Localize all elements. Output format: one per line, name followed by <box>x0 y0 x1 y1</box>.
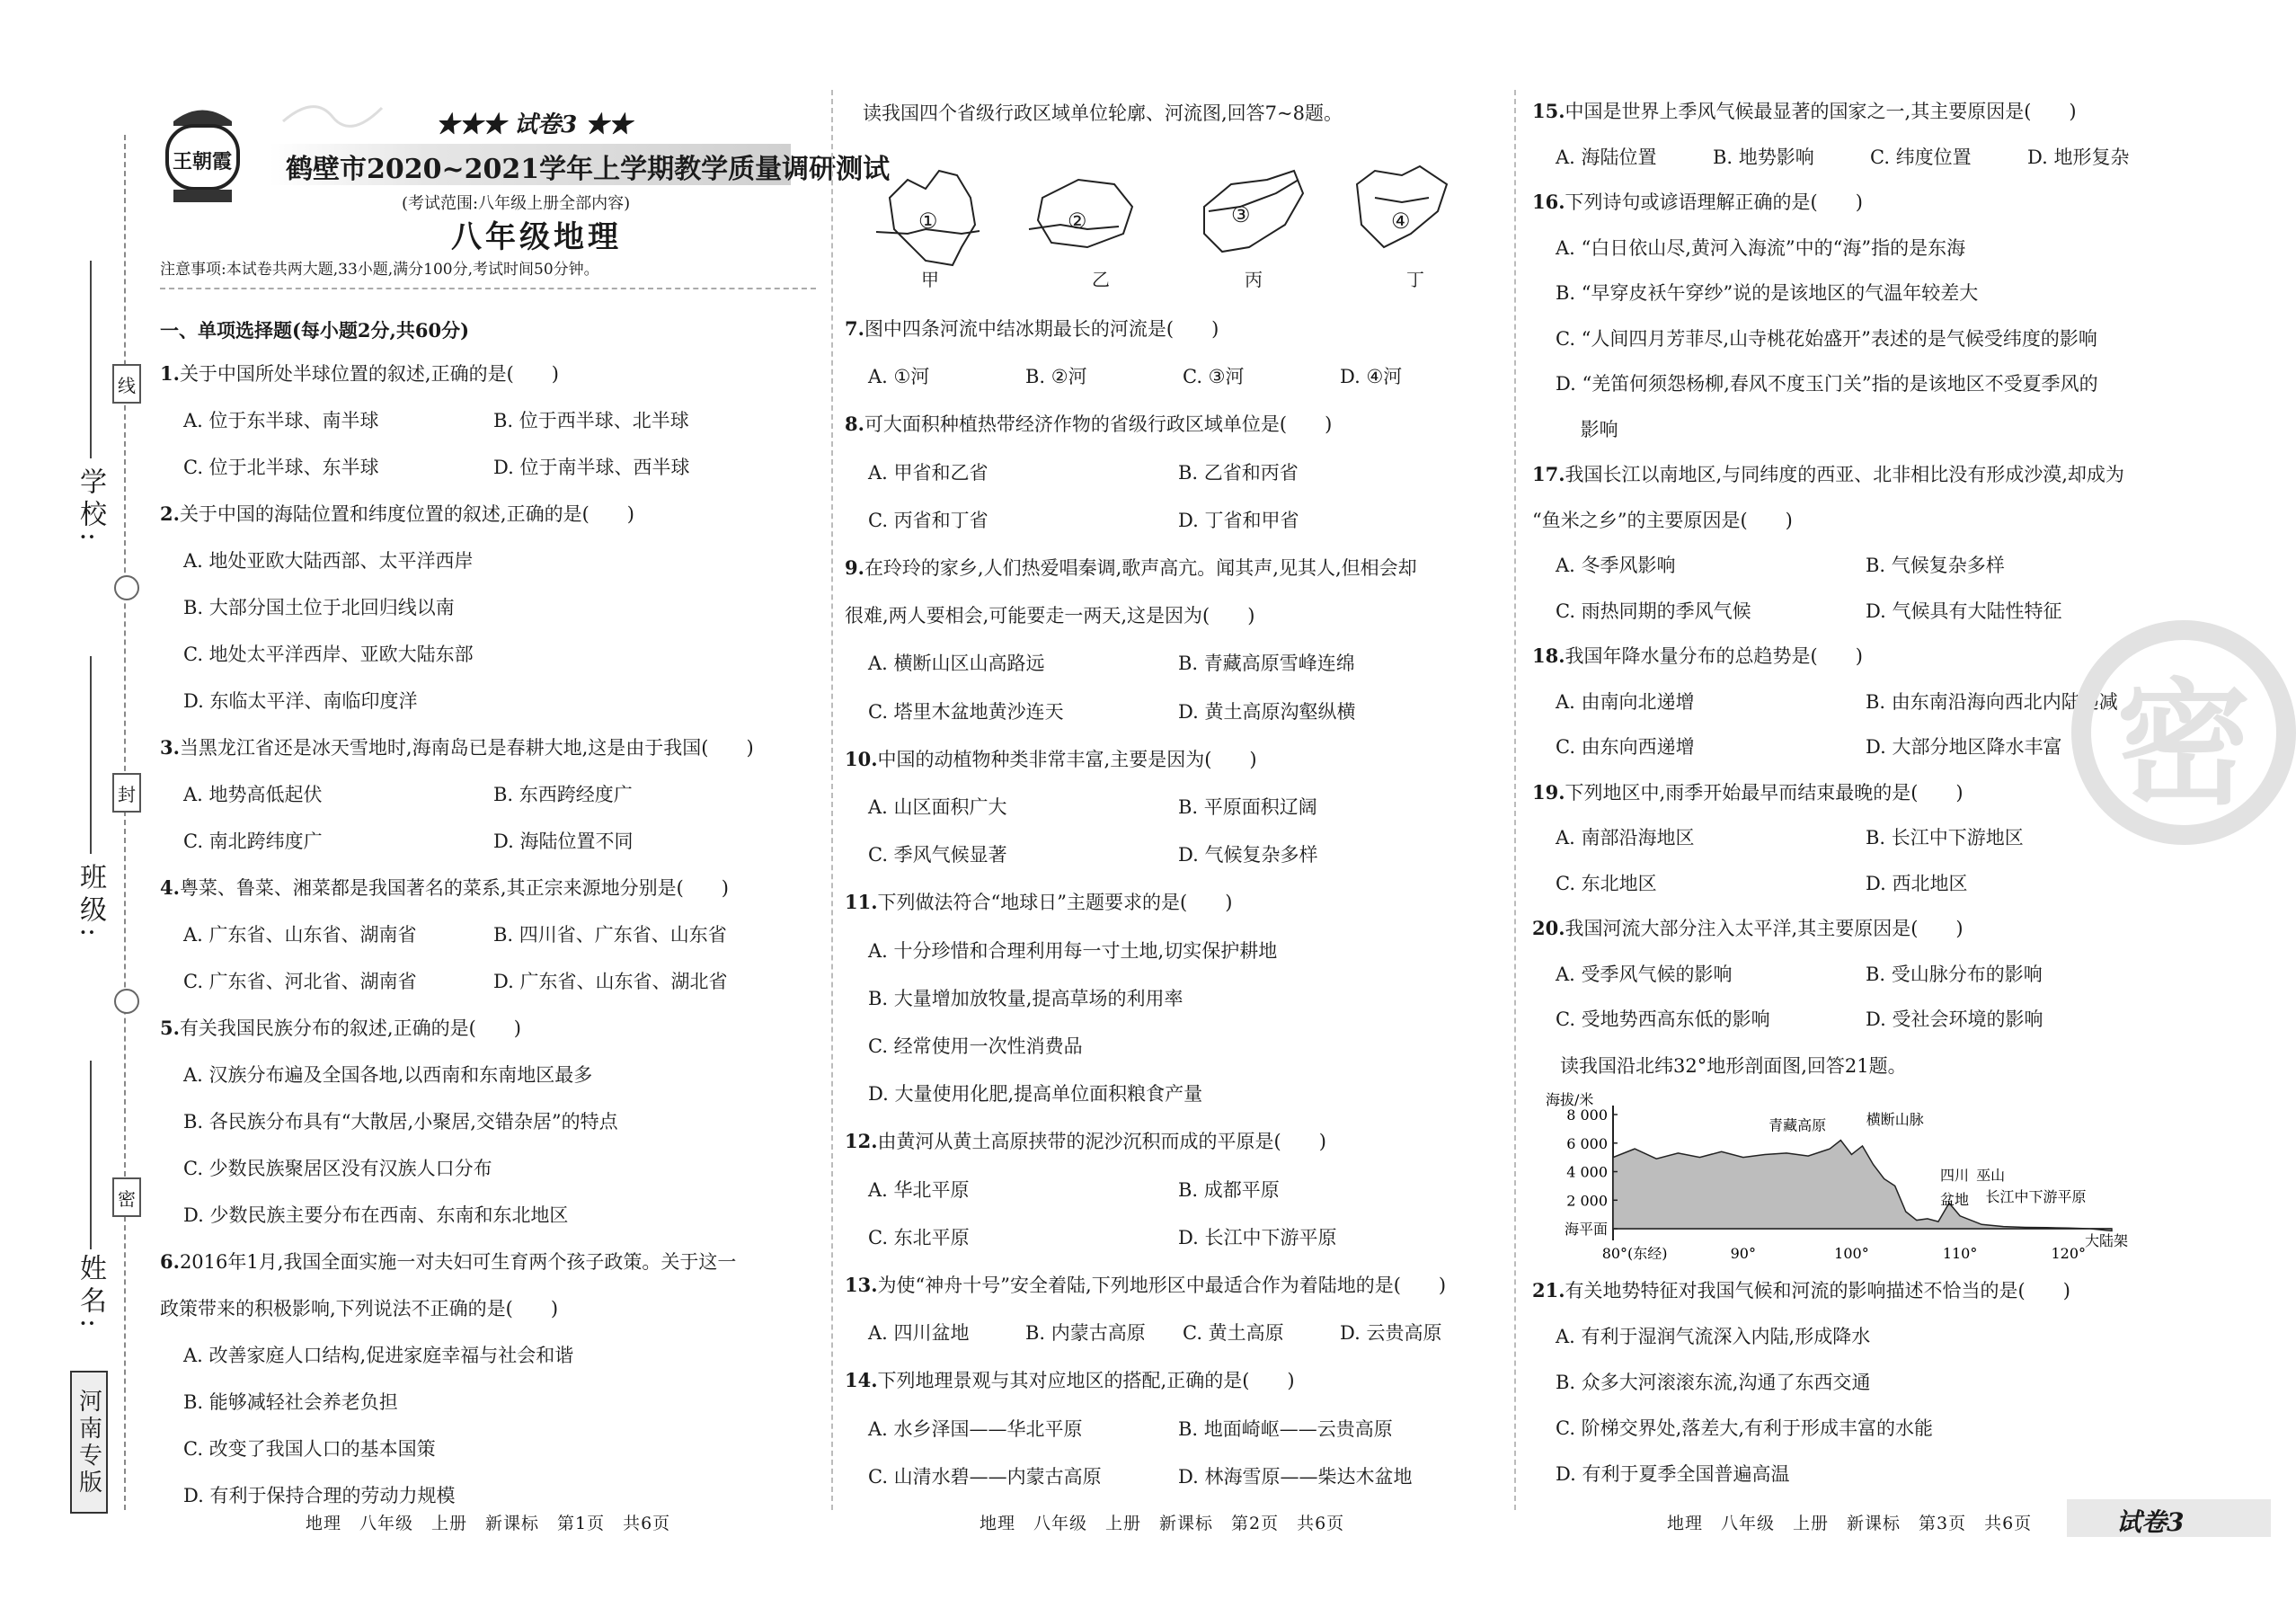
answer-option[interactable]: D. 广东省、山东省、湖北省 <box>493 971 728 992</box>
answer-option[interactable]: 影响 <box>1556 418 1618 440</box>
question-stem <box>845 1271 1446 1298</box>
question-text: 下列做法符合“地球日”主题要求的是( ) <box>877 892 1233 914</box>
answer-option[interactable]: C. 改变了我国人口的基本国策 <box>183 1438 436 1460</box>
question-number: 13. <box>845 1274 878 1296</box>
answer-option[interactable]: C. 季风气候显著 <box>868 844 1007 866</box>
map-num-3: ③ <box>1231 202 1251 227</box>
answer-option[interactable]: A. 位于东半球、南半球 <box>183 410 379 431</box>
question-stem <box>845 410 1332 437</box>
answer-option[interactable]: C. 地处太平洋西岸、亚欧大陆东部 <box>183 644 474 665</box>
question-text: 可大面积种植热带经济作物的省级行政区域单位是( ) <box>864 413 1333 436</box>
question-text: 粤菜、鲁菜、湘菜都是我国著名的菜系,其正宗来源地分别是( ) <box>179 877 729 899</box>
binding-hole-1 <box>114 575 139 600</box>
answer-option[interactable]: C. 阶梯交界处,落差大,有利于形成丰富的水能 <box>1556 1417 1934 1439</box>
answer-option[interactable]: A. 四川盆地 <box>868 1322 970 1345</box>
answer-option[interactable]: D. 受社会环境的影响 <box>1866 1008 2043 1030</box>
province-outline-maps <box>872 162 1465 288</box>
answer-option[interactable]: D. ④河 <box>1340 366 1403 388</box>
answer-option[interactable]: A. 由南向北递增 <box>1556 690 1695 713</box>
map-num-2: ② <box>1068 209 1087 234</box>
question-stem <box>160 874 729 901</box>
question-stem <box>845 888 1232 915</box>
answer-option[interactable]: C. 由东向西递增 <box>1556 736 1695 758</box>
question-stem <box>1532 188 1863 215</box>
binding-strip <box>0 0 162 1608</box>
x-tick-label: 120° <box>2051 1245 2087 1262</box>
question-stem <box>845 1366 1295 1393</box>
question-number: 18. <box>1532 644 1565 667</box>
answer-option[interactable]: B. 青藏高原雪峰连绵 <box>1178 653 1355 675</box>
profile-annotation: 横断山脉 <box>1866 1111 1924 1129</box>
answer-option[interactable]: A. 甲省和乙省 <box>868 461 988 484</box>
question-text-cont: 政策带来的积极影响,下列说法不正确的是( ) <box>160 1298 559 1319</box>
answer-option[interactable]: A. 海陆位置 <box>1556 146 1657 168</box>
school-label: 学校: <box>75 467 106 547</box>
question-text: 中国是世界上季风气候最显著的国家之一,其主要原因是( ) <box>1565 101 2077 122</box>
profile-annotation: 盆地 <box>1940 1191 1970 1209</box>
answer-option[interactable]: C. 丙省和丁省 <box>868 509 988 531</box>
answer-option[interactable]: C. 塔里木盆地黄沙连天 <box>868 700 1064 723</box>
x-tick-label: 90° <box>1730 1245 1756 1262</box>
ribbon-decoration <box>279 94 386 139</box>
name-label: 姓名: <box>75 1254 106 1334</box>
answer-option[interactable]: B. ②河 <box>1025 366 1087 388</box>
map-intro: 读我国四个省级行政区域单位轮廓、河流图,回答7~8题。 <box>863 102 1343 124</box>
question-stem <box>1532 1276 2070 1303</box>
answer-option[interactable]: D. 海陆位置不同 <box>493 831 634 852</box>
profile-annotation: 大陆架 <box>2084 1232 2128 1250</box>
answer-option[interactable]: C. 位于北半球、东半球 <box>183 457 379 478</box>
seal-xian: 线 <box>112 364 141 404</box>
question-text: 下列地区中,雨季开始最早而结束最晚的是( ) <box>1565 781 1964 804</box>
question-text: 当黑龙江省还是冰天雪地时,海南岛已是春耕大地,这是由于我国( ) <box>179 737 754 759</box>
question-number: 8. <box>845 413 864 436</box>
answer-option[interactable]: D. 西北地区 <box>1866 872 1968 894</box>
answer-option[interactable]: B. 成都平原 <box>1178 1178 1280 1201</box>
question-stem <box>1532 778 1964 805</box>
answer-option[interactable]: B. 气候复杂多样 <box>1866 555 2005 576</box>
question-number: 10. <box>845 747 878 770</box>
answer-option[interactable]: B. 平原面积辽阔 <box>1178 796 1317 818</box>
profile-annotation: 四川 <box>1940 1167 1970 1185</box>
answer-option[interactable]: A. 受季风气候的影响 <box>1556 963 1733 985</box>
y-tick-label: 4 000 <box>1566 1163 1608 1181</box>
footer-page-3: 地理 八年级 上册 新课标 第3页 共6页 <box>1667 1514 2033 1533</box>
answer-option[interactable]: B. 能够减轻社会养老负担 <box>183 1391 398 1413</box>
question-number: 2. <box>160 502 180 525</box>
name-line <box>90 1061 92 1249</box>
answer-option[interactable]: D. 丁省和甲省 <box>1178 509 1299 531</box>
question-stem <box>845 554 1417 581</box>
question-stem <box>1532 642 1863 669</box>
question-number: 1. <box>160 362 180 385</box>
question-text: 2016年1月,我国全面实施一对夫妇可生育两个孩子政策。关于这一 <box>179 1251 737 1273</box>
answer-option[interactable]: D. 地形复杂 <box>2027 146 2130 168</box>
seal-mi: 密 <box>112 1177 141 1217</box>
answer-option[interactable]: D. 林海雪原——柴达木盆地 <box>1178 1465 1413 1488</box>
footer-tag: 试卷3 <box>2116 1507 2185 1537</box>
answer-option[interactable]: D. 气候复杂多样 <box>1178 844 1318 866</box>
answer-option[interactable]: B. 四川省、广东省、山东省 <box>493 924 727 946</box>
answer-option[interactable]: C. 山清水碧——内蒙古高原 <box>868 1465 1102 1488</box>
question-text: 图中四条河流中结冰期最长的河流是( ) <box>864 318 1219 340</box>
answer-option[interactable]: D. 大部分地区降水丰富 <box>1866 736 2062 758</box>
profile-svg <box>1546 1091 2128 1262</box>
paper-tag: ★★★ 试卷3 ★★ <box>436 111 633 138</box>
answer-option[interactable]: A. 水乡泽国——华北平原 <box>868 1417 1083 1440</box>
subject-title: 八年级地理 <box>451 219 622 255</box>
column-divider <box>1514 90 1516 1510</box>
answer-option[interactable]: C. 南北跨纬度广 <box>183 831 323 852</box>
question-stem <box>160 1014 521 1041</box>
question-stem <box>845 1127 1326 1154</box>
answer-option[interactable]: D. “羌笛何须怨杨柳,春风不度玉门关”指的是该地区不受夏季风的 <box>1556 373 2098 395</box>
answer-option[interactable]: A. 冬季风影响 <box>1556 555 1676 576</box>
school-line <box>90 261 92 458</box>
class-line <box>90 656 92 854</box>
question-stem <box>1532 914 1964 941</box>
question-stem <box>845 745 1257 772</box>
map-label-yi: 乙 <box>1092 269 1110 290</box>
province-badge: 河南专版 <box>70 1371 108 1514</box>
question-number: 14. <box>845 1369 878 1392</box>
question-number: 4. <box>160 876 180 899</box>
question-stem <box>160 733 754 760</box>
question-text: 我国河流大部分注入太平洋,其主要原因是( ) <box>1565 918 1964 939</box>
answer-option[interactable]: D. 少数民族主要分布在西南、东南和东北地区 <box>183 1204 569 1226</box>
answer-option[interactable]: B. 由东南沿海向西北内陆递减 <box>1866 690 2118 713</box>
class-label: 班级: <box>75 863 106 943</box>
answer-option[interactable]: C. 少数民族聚居区没有汉族人口分布 <box>183 1158 492 1179</box>
answer-option[interactable]: B. 众多大河滚滚东流,沟通了东西交通 <box>1556 1372 1871 1393</box>
answer-option[interactable]: D. 气候具有大陆性特征 <box>1866 600 2062 622</box>
profile-annotation: 青藏高原 <box>1769 1116 1827 1134</box>
map-label-ding: 丁 <box>1406 269 1424 290</box>
map-label-jia: 甲 <box>921 269 939 290</box>
answer-option[interactable]: B. 地势影响 <box>1713 146 1814 168</box>
question-text: 关于中国的海陆位置和纬度位置的叙述,正确的是( ) <box>179 503 634 525</box>
answer-option[interactable]: A. “白日依山尽,黄河入海流”中的“海”指的是东海 <box>1556 236 1966 259</box>
y-tick-label: 海平面 <box>1564 1221 1608 1239</box>
answer-option[interactable]: B. 受山脉分布的影响 <box>1866 963 2043 985</box>
question-text-cont: “鱼米之乡”的主要原因是( ) <box>1532 509 1793 531</box>
question-number: 15. <box>1532 100 1565 122</box>
answer-option[interactable]: C. 雨热同期的季风气候 <box>1556 600 1751 622</box>
question-number: 21. <box>1532 1279 1565 1302</box>
question-stem <box>1532 97 2077 124</box>
question-text: 下列诗句或谚语理解正确的是( ) <box>1565 191 1863 213</box>
answer-option[interactable]: B. 内蒙古高原 <box>1025 1322 1146 1345</box>
question-number: 19. <box>1532 780 1565 804</box>
question-number: 3. <box>160 736 180 759</box>
answer-option[interactable]: D. 长江中下游平原 <box>1178 1226 1337 1248</box>
section-title: 一、单项选择题(每小题2分,共60分) <box>160 319 470 342</box>
map-num-4: ④ <box>1391 209 1411 234</box>
answer-option[interactable]: D. 有利于保持合理的劳动力规模 <box>183 1485 456 1506</box>
map-label-bing: 丙 <box>1245 269 1263 290</box>
question-number: 11. <box>845 891 878 914</box>
answer-option[interactable]: A. 有利于湿润气流深入内陆,形成降水 <box>1556 1326 1871 1347</box>
question-stem <box>160 500 634 527</box>
question-text: 为使“神舟十号”安全着陆,下列地形区中最适合作为着陆地的是( ) <box>877 1275 1447 1296</box>
answer-option[interactable]: C. “人间四月芳菲尽,山寺桃花始盛开”表述的是气候受纬度的影响 <box>1556 327 2097 350</box>
answer-option[interactable]: A. 华北平原 <box>868 1178 970 1201</box>
x-tick-label: 110° <box>1942 1245 1978 1262</box>
answer-option[interactable]: C. 纬度位置 <box>1870 146 1972 168</box>
profile-annotation: 巫山 <box>1976 1167 2006 1185</box>
binding-hole-2 <box>114 989 139 1014</box>
watermark-text: 密 <box>2115 667 2251 823</box>
answer-option[interactable]: B. 长江中下游地区 <box>1866 827 2024 848</box>
profile-annotation: 长江中下游平原 <box>1985 1187 2087 1205</box>
answer-option[interactable]: A. ①河 <box>868 366 930 388</box>
question-stem <box>160 1248 736 1275</box>
header-rule <box>160 288 816 289</box>
answer-option[interactable]: C. 广东省、河北省、湖南省 <box>183 971 417 992</box>
question-text: 有关地势特征对我国气候和河流的影响描述不恰当的是( ) <box>1565 1280 2070 1302</box>
answer-option[interactable]: A. 广东省、山东省、湖南省 <box>183 924 417 946</box>
answer-option[interactable]: D. 有利于夏季全国普遍高温 <box>1556 1463 1790 1485</box>
answer-option[interactable]: C. 东北平原 <box>868 1226 970 1248</box>
answer-option[interactable]: B. “早穿皮袄午穿纱”说的是该地区的气温年较差大 <box>1556 282 1979 304</box>
answer-option[interactable]: B. 各民族分布具有“大散居,小聚居,交错杂居”的特点 <box>183 1111 618 1133</box>
answer-option[interactable]: A. 地处亚欧大陆西部、太平洋西岸 <box>183 550 474 572</box>
x-tick-label: 100° <box>1834 1245 1869 1262</box>
answer-option[interactable]: D. 云贵高原 <box>1340 1322 1442 1345</box>
answer-option[interactable]: B. 乙省和丙省 <box>1178 461 1299 484</box>
question-text: 中国的动植物种类非常丰富,主要是因为( ) <box>877 748 1257 770</box>
terrain-profile-chart <box>1546 1091 2128 1262</box>
footer-page-2: 地理 八年级 上册 新课标 第2页 共6页 <box>980 1514 1345 1533</box>
logo-text: 王朝霞 <box>173 150 233 173</box>
question-text: 在玲玲的家乡,人们热爱唱秦调,歌声高亢。闻其声,见其人,但相会却 <box>864 557 1417 579</box>
answer-option[interactable]: D. 东临太平洋、南临印度洋 <box>183 690 418 712</box>
answer-option[interactable]: A. 横断山区山高路远 <box>868 653 1045 675</box>
question-number: 5. <box>160 1017 180 1039</box>
answer-option[interactable]: C. 黄土高原 <box>1183 1322 1284 1345</box>
answer-option[interactable]: A. 汉族分布遍及全国各地,以西南和东南地区最多 <box>183 1064 593 1086</box>
map-num-1: ① <box>918 209 938 234</box>
question-number: 9. <box>845 556 864 579</box>
answer-option[interactable]: A. 改善家庭人口结构,促进家庭幸福与社会和谐 <box>183 1345 574 1366</box>
question-stem <box>1532 460 2124 487</box>
profile-intro: 读我国沿北纬32°地形剖面图,回答21题。 <box>1560 1055 1907 1077</box>
question-number: 12. <box>845 1130 878 1153</box>
logo <box>160 103 245 207</box>
answer-option[interactable]: B. 东西跨经度广 <box>493 784 633 805</box>
question-stem <box>160 360 559 386</box>
answer-option[interactable]: A. 南部沿海地区 <box>1556 827 1695 848</box>
answer-option[interactable]: D. 黄土高原沟壑纵横 <box>1178 700 1356 723</box>
question-text: 由黄河从黄土高原挟带的泥沙沉积而成的平原是( ) <box>877 1131 1326 1153</box>
star-icon: ★★★ <box>436 111 507 138</box>
star-icon: ★★ <box>585 111 633 138</box>
question-stem <box>845 315 1219 342</box>
footer-page-1: 地理 八年级 上册 新课标 第1页 共6页 <box>306 1514 671 1533</box>
answer-option[interactable]: A. 地势高低起伏 <box>183 784 323 805</box>
answer-option[interactable]: C. ③河 <box>1183 366 1245 388</box>
question-number: 20. <box>1532 917 1565 939</box>
answer-option[interactable]: B. 地面崎岖——云贵高原 <box>1178 1417 1393 1440</box>
x-tick-label: 80°(东经) <box>1601 1245 1668 1262</box>
exam-title: 鹤壁市2020~2021学年上学期教学质量调研测试 <box>286 154 891 185</box>
answer-option[interactable]: D. 位于南半球、西半球 <box>493 457 690 478</box>
question-text: 有关我国民族分布的叙述,正确的是( ) <box>179 1017 521 1039</box>
question-text: 关于中国所处半球位置的叙述,正确的是( ) <box>179 363 559 385</box>
answer-option[interactable]: C. 东北地区 <box>1556 872 1657 894</box>
question-number: 16. <box>1532 191 1565 213</box>
question-text: 我国年降水量分布的总趋势是( ) <box>1565 645 1863 667</box>
watermark-seal <box>2071 620 2296 845</box>
answer-option[interactable]: B. 大部分国土位于北回归线以南 <box>183 597 455 618</box>
answer-option[interactable]: B. 大量增加放牧量,提高草场的利用率 <box>868 987 1183 1009</box>
answer-option[interactable]: C. 受地势西高东低的影响 <box>1556 1008 1770 1030</box>
column-divider <box>831 90 833 1510</box>
question-number: 17. <box>1532 463 1565 485</box>
question-text-cont: 很难,两人要相会,可能要走一两天,这是因为( ) <box>845 605 1255 627</box>
seal-feng: 封 <box>112 773 141 813</box>
y-tick-label: 6 000 <box>1566 1134 1608 1152</box>
question-text: 下列地理景观与其对应地区的搭配,正确的是( ) <box>877 1370 1295 1392</box>
answer-option[interactable]: A. 十分珍惜和合理利用每一寸土地,切实保护耕地 <box>868 939 1278 962</box>
answer-option[interactable]: C. 经常使用一次性消费品 <box>868 1035 1083 1057</box>
answer-option[interactable]: B. 位于西半球、北半球 <box>493 410 689 431</box>
answer-option[interactable]: A. 山区面积广大 <box>868 796 1007 818</box>
notice: 注意事项:本试卷共两大题,33小题,满分100分,考试时间50分钟。 <box>160 261 599 279</box>
terrain-area <box>1613 1141 2112 1231</box>
question-text: 我国长江以南地区,与同纬度的西亚、北非相比没有形成沙漠,却成为 <box>1565 464 2124 485</box>
question-number: 6. <box>160 1250 180 1273</box>
seal-dotted-line <box>124 135 126 1510</box>
y-tick-label: 8 000 <box>1566 1106 1608 1124</box>
y-tick-label: 2 000 <box>1566 1192 1608 1210</box>
y-axis-label: 海拔/米 <box>1546 1091 1594 1108</box>
question-number: 7. <box>845 317 864 340</box>
answer-option[interactable]: D. 大量使用化肥,提高单位面积粮食产量 <box>868 1083 1203 1106</box>
exam-scope: (考试范围:八年级上册全部内容) <box>402 194 631 213</box>
